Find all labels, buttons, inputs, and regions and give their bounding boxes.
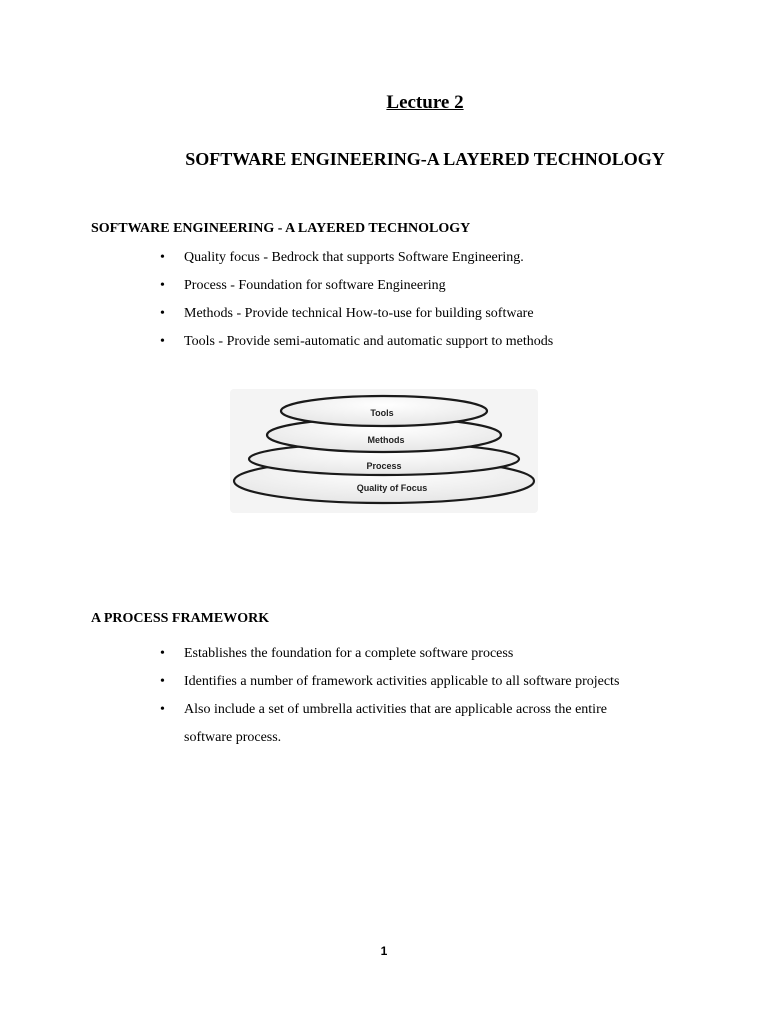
list-item: • Methods - Provide technical How-to-use for building software	[160, 305, 553, 333]
layered-technology-diagram	[230, 389, 538, 513]
layered-technology-list	[160, 249, 553, 361]
layer-process-label: Process	[366, 461, 402, 471]
layer-quality-of-focus-label: Quality of Focus	[356, 483, 428, 493]
section-heading-layered-technology: SOFTWARE ENGINEERING - A LAYERED TECHNOLOGY	[91, 221, 471, 236]
process-framework-list	[160, 645, 654, 752]
page-number: 1	[380, 944, 388, 958]
layer-tools-label: Tools	[370, 408, 394, 418]
section-heading-process-framework: A PROCESS FRAMEWORK	[91, 611, 270, 626]
page-title: SOFTWARE ENGINEERING-A LAYERED TECHNOLOGY	[185, 149, 665, 169]
list-item: • Also include a set of umbrella activities that are applicable across the entire software process.	[160, 696, 654, 752]
list-item: • Quality focus - Bedrock that supports Software Engineering.	[160, 249, 553, 277]
list-item: • Tools - Provide semi-automatic and automatic support to methods	[160, 333, 553, 361]
list-item: • Establishes the foundation for a complete software process	[160, 645, 654, 673]
list-item: • Identifies a number of framework activities applicable to all software projects	[160, 673, 654, 701]
list-item: • Process - Foundation for software Engineering	[160, 277, 553, 305]
lecture-title: Lecture 2	[386, 92, 464, 113]
layer-methods-label: Methods	[367, 435, 405, 445]
